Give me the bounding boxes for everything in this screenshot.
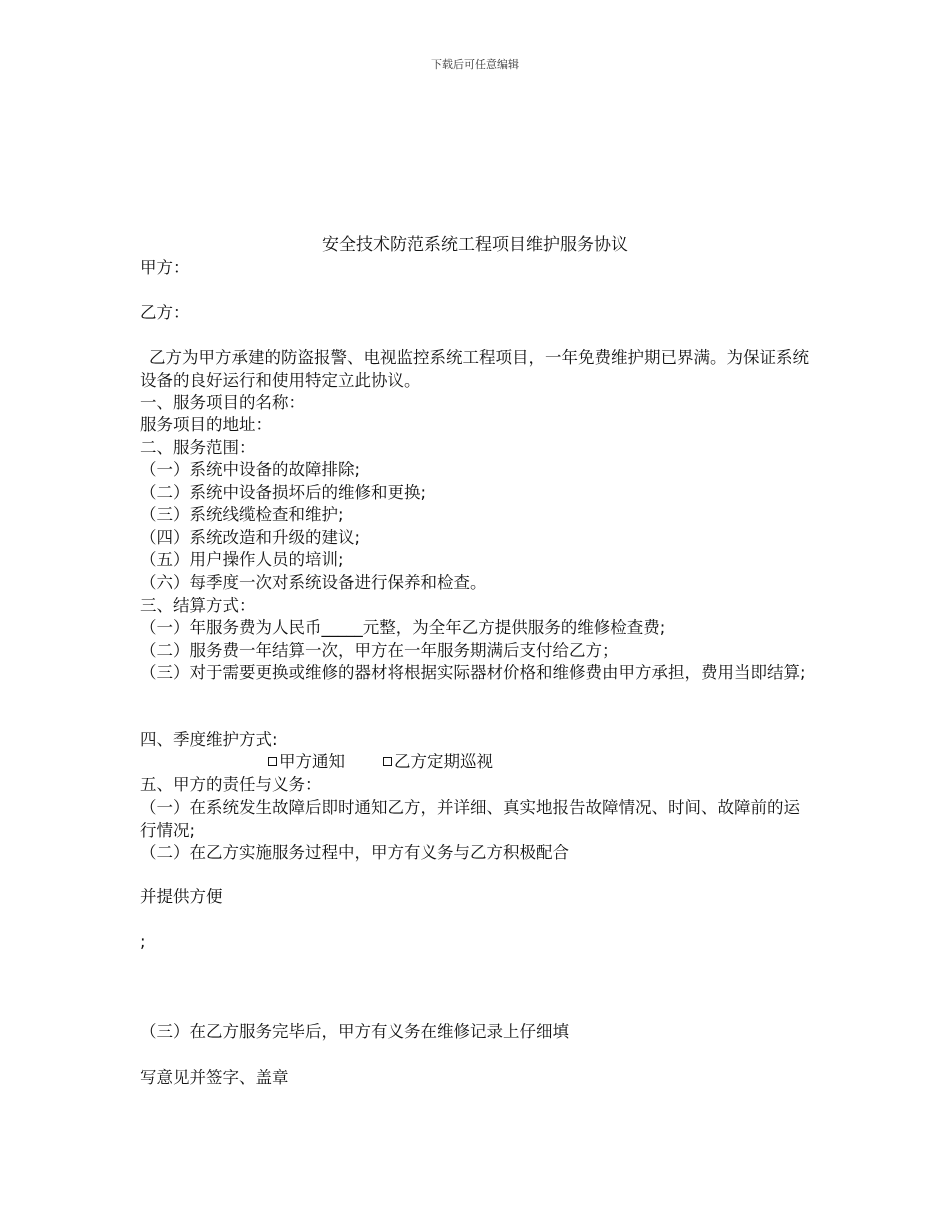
- checkbox-icon[interactable]: [383, 757, 392, 766]
- section-4-heading: 四、季度维护方式:: [140, 730, 278, 749]
- option-party-a-label: 甲方通知: [279, 752, 345, 771]
- option-party-b-label: 乙方定期巡视: [394, 752, 493, 771]
- page-header-note: 下载后可任意编辑: [431, 58, 519, 71]
- section-2-item-4: （四）系统改造和升级的建议;: [140, 528, 361, 547]
- section-5-heading: 五、甲方的责任与义务：: [140, 775, 322, 794]
- section-1-name: 一、服务项目的名称：: [140, 393, 305, 412]
- section-3-heading: 三、结算方式：: [140, 596, 256, 615]
- section-3-item-3: （三）对于需要更换或维修的器材将根据实际器材价格和维修费由甲方承担，费用当即结算;: [140, 663, 806, 682]
- section-2-item-3: （三）系统线缆检查和维护;: [140, 505, 344, 524]
- section-1-address: 服务项目的地址：: [140, 415, 272, 434]
- section-3-item-1: （一）年服务费为人民币_____元整，为全年乙方提供服务的维修检查费;: [140, 618, 666, 637]
- section-2-item-2: （二）系统中设备损坏后的维修和更换;: [140, 483, 427, 502]
- party-a-label: 甲方：: [140, 258, 190, 277]
- intro-paragraph: 乙方为甲方承建的防盗报警、电视监控系统工程项目，一年免费维护期已界满。为保证系统设备的良好运行和使用特定立此协议。: [140, 348, 809, 390]
- section-2-item-1: （一）系统中设备的故障排除;: [140, 460, 361, 479]
- section-2-item-6: （六）每季度一次对系统设备进行保养和检查。: [140, 573, 487, 592]
- section-5-item-1: （一）在系统发生故障后即时通知乙方，并详细、真实地报告故障情况、时间、故障前的运行情况;: [140, 798, 800, 840]
- section-5-item-3-cont: 写意见并签字、盖章: [140, 1068, 289, 1087]
- section-2-item-5: （五）用户操作人员的培训;: [140, 550, 344, 569]
- section-5-item-2-cont: 并提供方便: [140, 887, 223, 906]
- section-5-item-2-end: ;: [140, 932, 146, 951]
- party-b-label: 乙方：: [140, 303, 190, 322]
- checkbox-icon[interactable]: [268, 757, 277, 766]
- document-title: 安全技术防范系统工程项目维护服务协议: [322, 235, 628, 255]
- option-party-a-notify[interactable]: [268, 751, 345, 774]
- section-3-item-2: （二）服务费一年结算一次，甲方在一年服务期满后支付给乙方；: [140, 641, 619, 660]
- section-5-item-2: （二）在乙方实施服务过程中，甲方有义务与乙方积极配合: [140, 843, 569, 862]
- section-5-item-3: （三）在乙方服务完毕后，甲方有义务在维修记录上仔细填: [140, 1022, 569, 1041]
- option-party-b-patrol[interactable]: [383, 751, 493, 774]
- section-2-heading: 二、服务范围：: [140, 438, 256, 457]
